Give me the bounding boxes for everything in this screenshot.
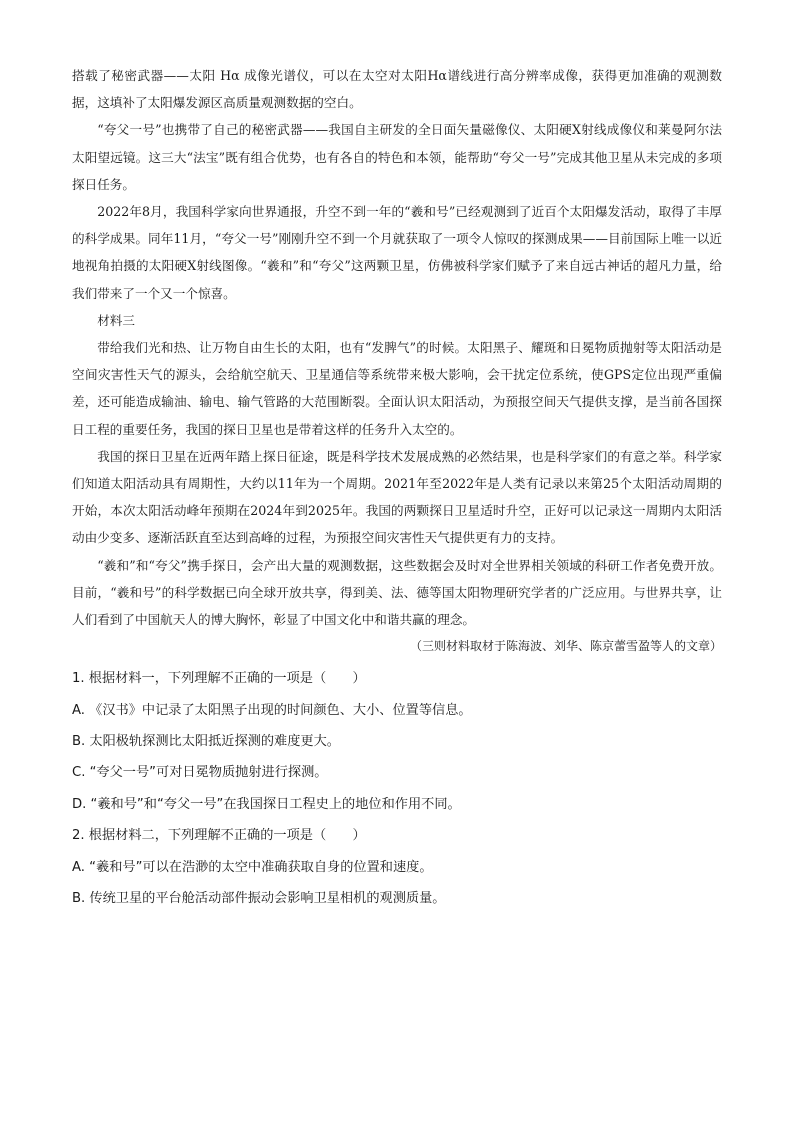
question-2-option-a: A. “羲和号”可以在浩渺的太空中准确获取自身的位置和速度。 [72,859,433,875]
section-heading-material-3: 材料三 [97,312,135,328]
document-page [72,62,722,915]
question-1-option-d: D. “羲和号”和“夸父一号”在我国探日工程史上的地位和作用不同。 [72,796,461,812]
question-2-stem: 2. 根据材料二，下列理解不正确的一项是（ ） [72,828,366,844]
paragraph-solar-cycle: 我国的探日卫星在近两年踏上探日征途，既是科学技术发展成熟的必然结果，也是科学家们的有意之举。科学家们知道太阳活动具有周期性，大约以11年为一个周期。2021年至2022年是人类有记录以来第25个太阳活动周期的开始，本次太阳活动峰年预期在2024年到2025年。我国的两颗探日卫星适时升空，正好可以记录这一周期内太阳活动由少变多、逐渐活跃直至达到高峰的过程，为预报空间灾害性天气提供更有力的支持。 [72,448,722,546]
question-1-option-b: B. 太阳极轨探测比太阳抵近探测的难度更大。 [72,734,340,750]
question-1-option-c: C. “夸父一号”可对日冕物质抛射进行探测。 [72,765,328,781]
paragraph-data-sharing: “羲和”和“夸父”携手探日，会产出大量的观测数据，这些数据会及时对全世界相关领域的科研工作者免费开放。目前，“羲和号”的科学数据已向全球开放共享，得到美、法、德等国太阳物理研究学者的广泛应用。与世界共享，让人们看到了中国航天人的博大胸怀，彰显了中国文化中和谐共赢的理念。 [72,557,722,628]
paragraph-kuafu-instruments: “夸父一号”也携带了自己的秘密武器——我国自主研发的全日面矢量磁像仪、太阳硬X射线成像仪和莱曼阿尔法太阳望远镜。这三大“法宝”既有组合优势，也有各自的特色和本领，能帮助“夸父一号”完成其他卫星从未完成的多项探日任务。 [72,122,722,192]
paragraph-solar-activity: 带给我们光和热、让万物自由生长的太阳，也有“发脾气”的时候。太阳黑子、耀斑和日冕物质抛射等太阳活动是空间灾害性天气的源头，会给航空航天、卫星通信等系统带来极大影响，会干扰定位系统，使GPS定位出现严重偏差，还可能造成输油、输电、输气管路的大范围断裂。全面认识太阳活动，为预报空间天气提供支撑，是当前各国探日工程的重要任务，我国的探日卫星也是带着这样的任务升入太空的。 [72,340,722,437]
paragraph-continuation: 搭载了秘密武器——太阳 Hα 成像光谱仪，可以在太空对太阳Hα谱线进行高分辨率成像，获得更加准确的观测数据，这填补了太阳爆发源区高质量观测数据的空白。 [72,68,722,111]
question-list [72,663,722,914]
question-1-stem: 1. 根据材料一，下列理解不正确的一项是（ ） [72,671,366,687]
question-1-option-a: A. 《汉书》中记录了太阳黑子出现的时间颜色、大小、位置等信息。 [72,702,472,718]
question-2-option-b: B. 传统卫星的平台舱活动部件振动会影响卫星相机的观测质量。 [72,891,446,907]
paragraph-achievements: 2022年8月，我国科学家向世界通报，升空不到一年的“羲和号”已经观测到了近百个太阳爆发活动，取得了丰厚的科学成果。同年11月，“夸父一号”刚刚升空不到一个月就获取了一项令人惊叹的探测成果——目前国际上唯一以近地视角拍摄的太阳硬X射线图像。“羲和”和“夸父”这两颗卫星，仿佛被科学家们赋予了来自远古神话的超凡力量，给我们带来了一个又一个惊喜。 [72,204,722,301]
source-citation: （三则材料取材于陈海波、刘华、陈京蕾雪盈等人的文章） [409,639,722,654]
